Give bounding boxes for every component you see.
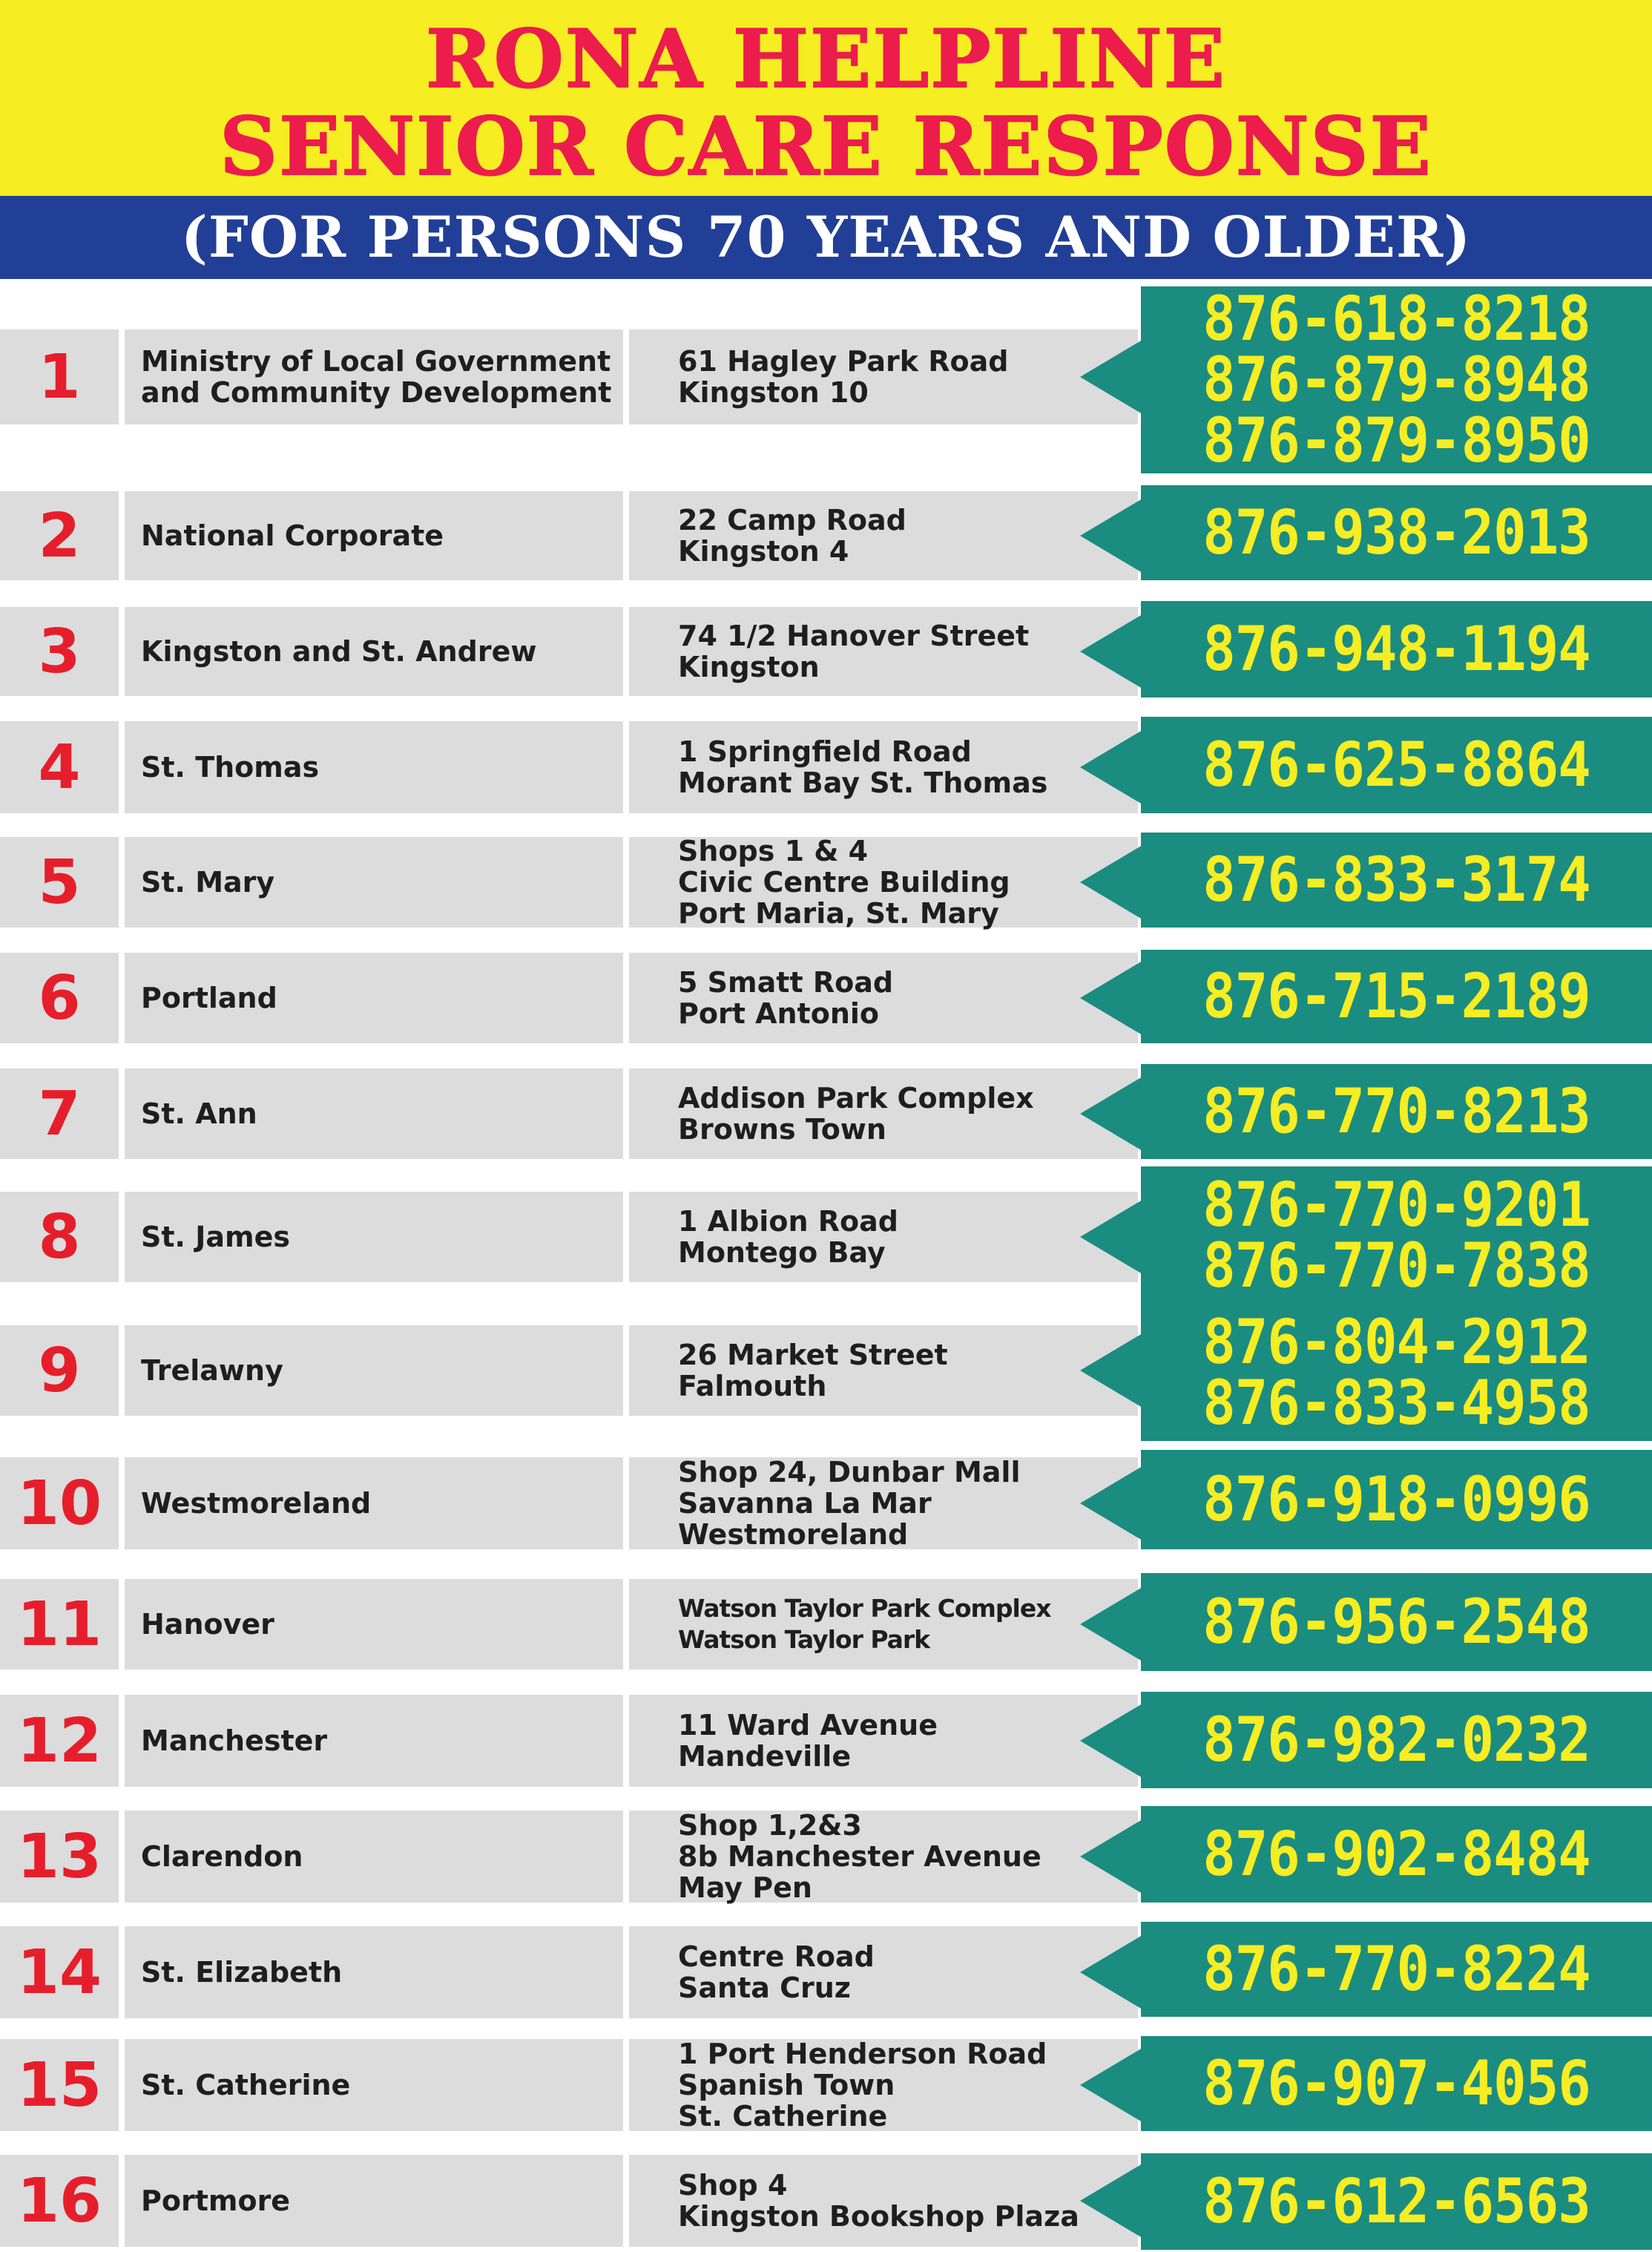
address-line: May Pen [678, 1871, 812, 1904]
number-cell [0, 491, 119, 580]
number-cell [0, 2039, 119, 2131]
phone-number[interactable]: 876-879-8950 [1202, 404, 1590, 477]
phone-number[interactable]: 876-715-2189 [1202, 960, 1590, 1033]
phone-number[interactable]: 876-833-4958 [1202, 1367, 1590, 1439]
phone-number[interactable]: 876-770-7838 [1202, 1230, 1590, 1302]
address-line: Shop 1,2&3 [678, 1809, 862, 1842]
address-line: Santa Cruz [678, 1972, 851, 2004]
office-name: Manchester [141, 1724, 328, 1757]
address-line: 74 1/2 Hanover Street [678, 620, 1030, 652]
address-line: 8b Manchester Avenue [678, 1840, 1041, 1873]
office-address [678, 1926, 1138, 2018]
address-line: Centre Road [678, 1940, 875, 1973]
phone-number[interactable]: 876-948-1194 [1202, 613, 1590, 686]
address-cell [629, 1325, 1138, 1416]
address-cell [629, 491, 1138, 580]
number-cell [0, 1068, 119, 1159]
address-cell [629, 1811, 1138, 1903]
office-name: St. James [141, 1221, 290, 1253]
title-line-2: SENIOR CARE RESPONSE [220, 100, 1432, 194]
office-name: Clarendon [141, 1840, 303, 1873]
number-cell [0, 1325, 119, 1416]
pointer-arrow-icon [1080, 2164, 1142, 2238]
pointer-arrow-icon [1080, 1200, 1142, 1274]
phone-box [1141, 1450, 1652, 1549]
phone-box [1141, 1692, 1652, 1788]
address-line: Addison Park Complex [678, 1082, 1034, 1114]
address-line: Mandeville [678, 1740, 852, 1773]
phone-box [1141, 1806, 1652, 1903]
address-cell [629, 2039, 1138, 2131]
office-name: St. Catherine [141, 2069, 351, 2101]
number-cell [0, 1457, 119, 1549]
name-cell [125, 1325, 623, 1416]
address-cell [629, 1457, 1138, 1549]
phone-box [1141, 833, 1652, 928]
pointer-arrow-icon [1080, 2048, 1142, 2122]
subtitle-banner [0, 196, 1652, 279]
address-line: 26 Market Street [678, 1339, 948, 1371]
pointer-arrow-icon [1080, 1704, 1142, 1778]
office-number: 6 [38, 962, 81, 1034]
name-cell [125, 607, 623, 696]
number-cell [0, 1926, 119, 2018]
address-line: 61 Hagley Park Road [678, 345, 1009, 378]
office-name: St. Elizabeth [141, 1956, 343, 1989]
phone-number[interactable]: 876-770-8213 [1202, 1075, 1590, 1148]
pointer-arrow-icon [1080, 1935, 1142, 2009]
office-name: Portmore [141, 2184, 291, 2217]
address-cell [629, 953, 1138, 1043]
phone-box [1141, 485, 1652, 580]
phone-box [1141, 1922, 1652, 2017]
pointer-arrow-icon [1080, 961, 1142, 1035]
office-number: 14 [16, 1937, 102, 2008]
number-cell [0, 1695, 119, 1787]
office-number: 13 [16, 1821, 102, 1892]
office-name: St. Mary [141, 866, 275, 899]
phone-number[interactable]: 876-625-8864 [1202, 729, 1590, 801]
office-address [678, 1192, 1138, 1282]
address-cell [629, 607, 1138, 696]
address-cell [629, 1695, 1138, 1787]
address-line: Savanna La Mar [678, 1487, 932, 1520]
address-line: 1 Springfield Road [678, 735, 972, 768]
address-cell [629, 1192, 1138, 1282]
address-line: Shop 24, Dunbar Mall [678, 1456, 1021, 1488]
address-line: Kingston 10 [678, 376, 869, 409]
phone-box [1141, 1304, 1652, 1441]
office-number: 9 [38, 1335, 81, 1406]
number-cell [0, 1811, 119, 1903]
number-cell [0, 329, 119, 424]
phone-box [1141, 601, 1652, 697]
phone-box [1141, 283, 1652, 477]
address-line: Falmouth [678, 1370, 827, 1402]
name-cell [125, 491, 623, 580]
office-list [0, 279, 1652, 2252]
pointer-arrow-icon [1080, 340, 1142, 414]
office-address [678, 329, 1138, 424]
phone-number[interactable]: 876-918-0996 [1202, 1463, 1590, 1536]
phone-number[interactable]: 876-618-8218 [1202, 283, 1590, 355]
name-cell [125, 2155, 623, 2247]
address-line: Spanish Town [678, 2069, 895, 2101]
address-line: Shops 1 & 4 [678, 835, 869, 867]
office-name: St. Thomas [141, 751, 320, 784]
number-cell [0, 607, 119, 696]
phone-number[interactable]: 876-907-4056 [1202, 2047, 1590, 2120]
name-cell [125, 1695, 623, 1787]
address-line: Browns Town [678, 1113, 886, 1146]
office-name: Ministry of Local Government and Community Development [141, 345, 612, 409]
number-cell [0, 1579, 119, 1670]
phone-number[interactable]: 876-879-8948 [1202, 344, 1590, 416]
number-cell [0, 1192, 119, 1282]
address-cell [629, 329, 1138, 424]
office-name: National Corporate [141, 519, 444, 552]
office-number: 15 [16, 2049, 102, 2121]
phone-number[interactable]: 876-938-2013 [1202, 496, 1590, 569]
pointer-arrow-icon [1080, 1077, 1142, 1151]
name-cell [125, 953, 623, 1043]
number-cell [0, 837, 119, 928]
name-cell [125, 1926, 623, 2018]
office-number: 4 [38, 732, 81, 803]
phone-number[interactable]: 876-956-2548 [1202, 1586, 1590, 1658]
number-cell [0, 953, 119, 1043]
office-name: Westmoreland [141, 1487, 372, 1520]
office-number: 5 [38, 847, 81, 918]
number-cell [0, 721, 119, 813]
phone-number[interactable]: 876-770-8224 [1202, 1933, 1590, 2006]
name-cell [125, 1579, 623, 1670]
office-name: Portland [141, 982, 277, 1014]
name-cell [125, 1811, 623, 1903]
phone-box [1141, 1573, 1652, 1671]
address-line: Shop 4 [678, 2169, 788, 2202]
office-number: 7 [38, 1078, 81, 1149]
office-address [678, 607, 1138, 696]
name-cell [125, 721, 623, 813]
name-cell [125, 1192, 623, 1282]
address-line: Kingston 4 [678, 535, 849, 568]
office-address [678, 1695, 1138, 1787]
phone-number[interactable]: 876-982-0232 [1202, 1704, 1590, 1776]
office-number: 2 [38, 500, 81, 571]
office-address [678, 1579, 1138, 1670]
number-cell [0, 2155, 119, 2247]
pointer-arrow-icon [1080, 1587, 1142, 1661]
address-line: Morant Bay St. Thomas [678, 766, 1048, 799]
office-number: 11 [16, 1589, 102, 1660]
office-address [678, 491, 1138, 580]
name-cell [125, 2039, 623, 2131]
office-number: 16 [16, 2165, 102, 2236]
office-address [678, 721, 1138, 813]
address-line: Watson Taylor Park Complex [678, 1594, 1051, 1623]
pointer-arrow-icon [1080, 499, 1142, 573]
pointer-arrow-icon [1080, 614, 1142, 689]
office-number: 12 [16, 1705, 102, 1776]
address-line: Watson Taylor Park [678, 1625, 930, 1654]
phone-box [1141, 1166, 1652, 1304]
address-line: Port Antonio [678, 997, 880, 1030]
title-line-1: RONA HELPLINE [426, 13, 1226, 106]
office-address [678, 837, 1138, 928]
office-address [678, 1068, 1138, 1159]
office-number: 10 [16, 1468, 102, 1539]
office-address [678, 2039, 1138, 2131]
phone-number[interactable]: 876-833-3174 [1202, 844, 1590, 916]
address-line: Kingston Bookshop Plaza [678, 2200, 1079, 2233]
office-name: Trelawny [141, 1354, 283, 1387]
address-line: Civic Centre Building [678, 866, 1010, 899]
office-name: Hanover [141, 1608, 274, 1641]
pointer-arrow-icon [1080, 1333, 1142, 1408]
address-cell [629, 2155, 1138, 2247]
pointer-arrow-icon [1080, 845, 1142, 919]
address-line: St. Catherine [678, 2100, 888, 2133]
address-cell [629, 837, 1138, 928]
name-cell [125, 329, 623, 424]
address-cell [629, 1068, 1138, 1159]
name-cell [125, 1068, 623, 1159]
phone-box [1141, 2153, 1652, 2250]
phone-number[interactable]: 876-902-8484 [1202, 1818, 1590, 1891]
address-line: 11 Ward Avenue [678, 1709, 938, 1741]
name-cell [125, 1457, 623, 1549]
office-number: 1 [38, 341, 81, 413]
address-line: 1 Albion Road [678, 1205, 898, 1238]
address-line: Port Maria, St. Mary [678, 897, 999, 930]
phone-box [1141, 2036, 1652, 2131]
address-cell [629, 1926, 1138, 2018]
office-number: 8 [38, 1201, 81, 1273]
phone-number[interactable]: 876-612-6563 [1202, 2165, 1590, 2238]
pointer-arrow-icon [1080, 1819, 1142, 1894]
office-address [678, 2155, 1138, 2247]
address-line: 5 Smatt Road [678, 966, 894, 999]
office-name: St. Ann [141, 1097, 257, 1130]
address-line: Kingston [678, 651, 820, 683]
address-line: 1 Port Henderson Road [678, 2038, 1047, 2070]
office-number: 3 [38, 616, 81, 687]
address-line: 22 Camp Road [678, 504, 906, 536]
header-banner [0, 0, 1652, 196]
phone-box [1141, 717, 1652, 813]
phone-box [1141, 1064, 1652, 1159]
address-line: Montego Bay [678, 1236, 886, 1269]
office-address [678, 1811, 1138, 1903]
subtitle: (FOR PERSONS 70 YEARS AND OLDER) [180, 204, 1472, 270]
address-cell [629, 1579, 1138, 1670]
office-name: Kingston and St. Andrew [141, 635, 537, 668]
address-line: Westmoreland [678, 1518, 909, 1551]
office-address [678, 1325, 1138, 1416]
office-address [678, 1457, 1138, 1549]
address-cell [629, 721, 1138, 813]
pointer-arrow-icon [1080, 1466, 1142, 1540]
phone-number[interactable]: 876-804-2912 [1202, 1306, 1590, 1379]
name-cell [125, 837, 623, 928]
phone-number[interactable]: 876-770-9201 [1202, 1169, 1590, 1241]
pointer-arrow-icon [1080, 730, 1142, 804]
office-address [678, 953, 1138, 1043]
phone-box [1141, 950, 1652, 1043]
